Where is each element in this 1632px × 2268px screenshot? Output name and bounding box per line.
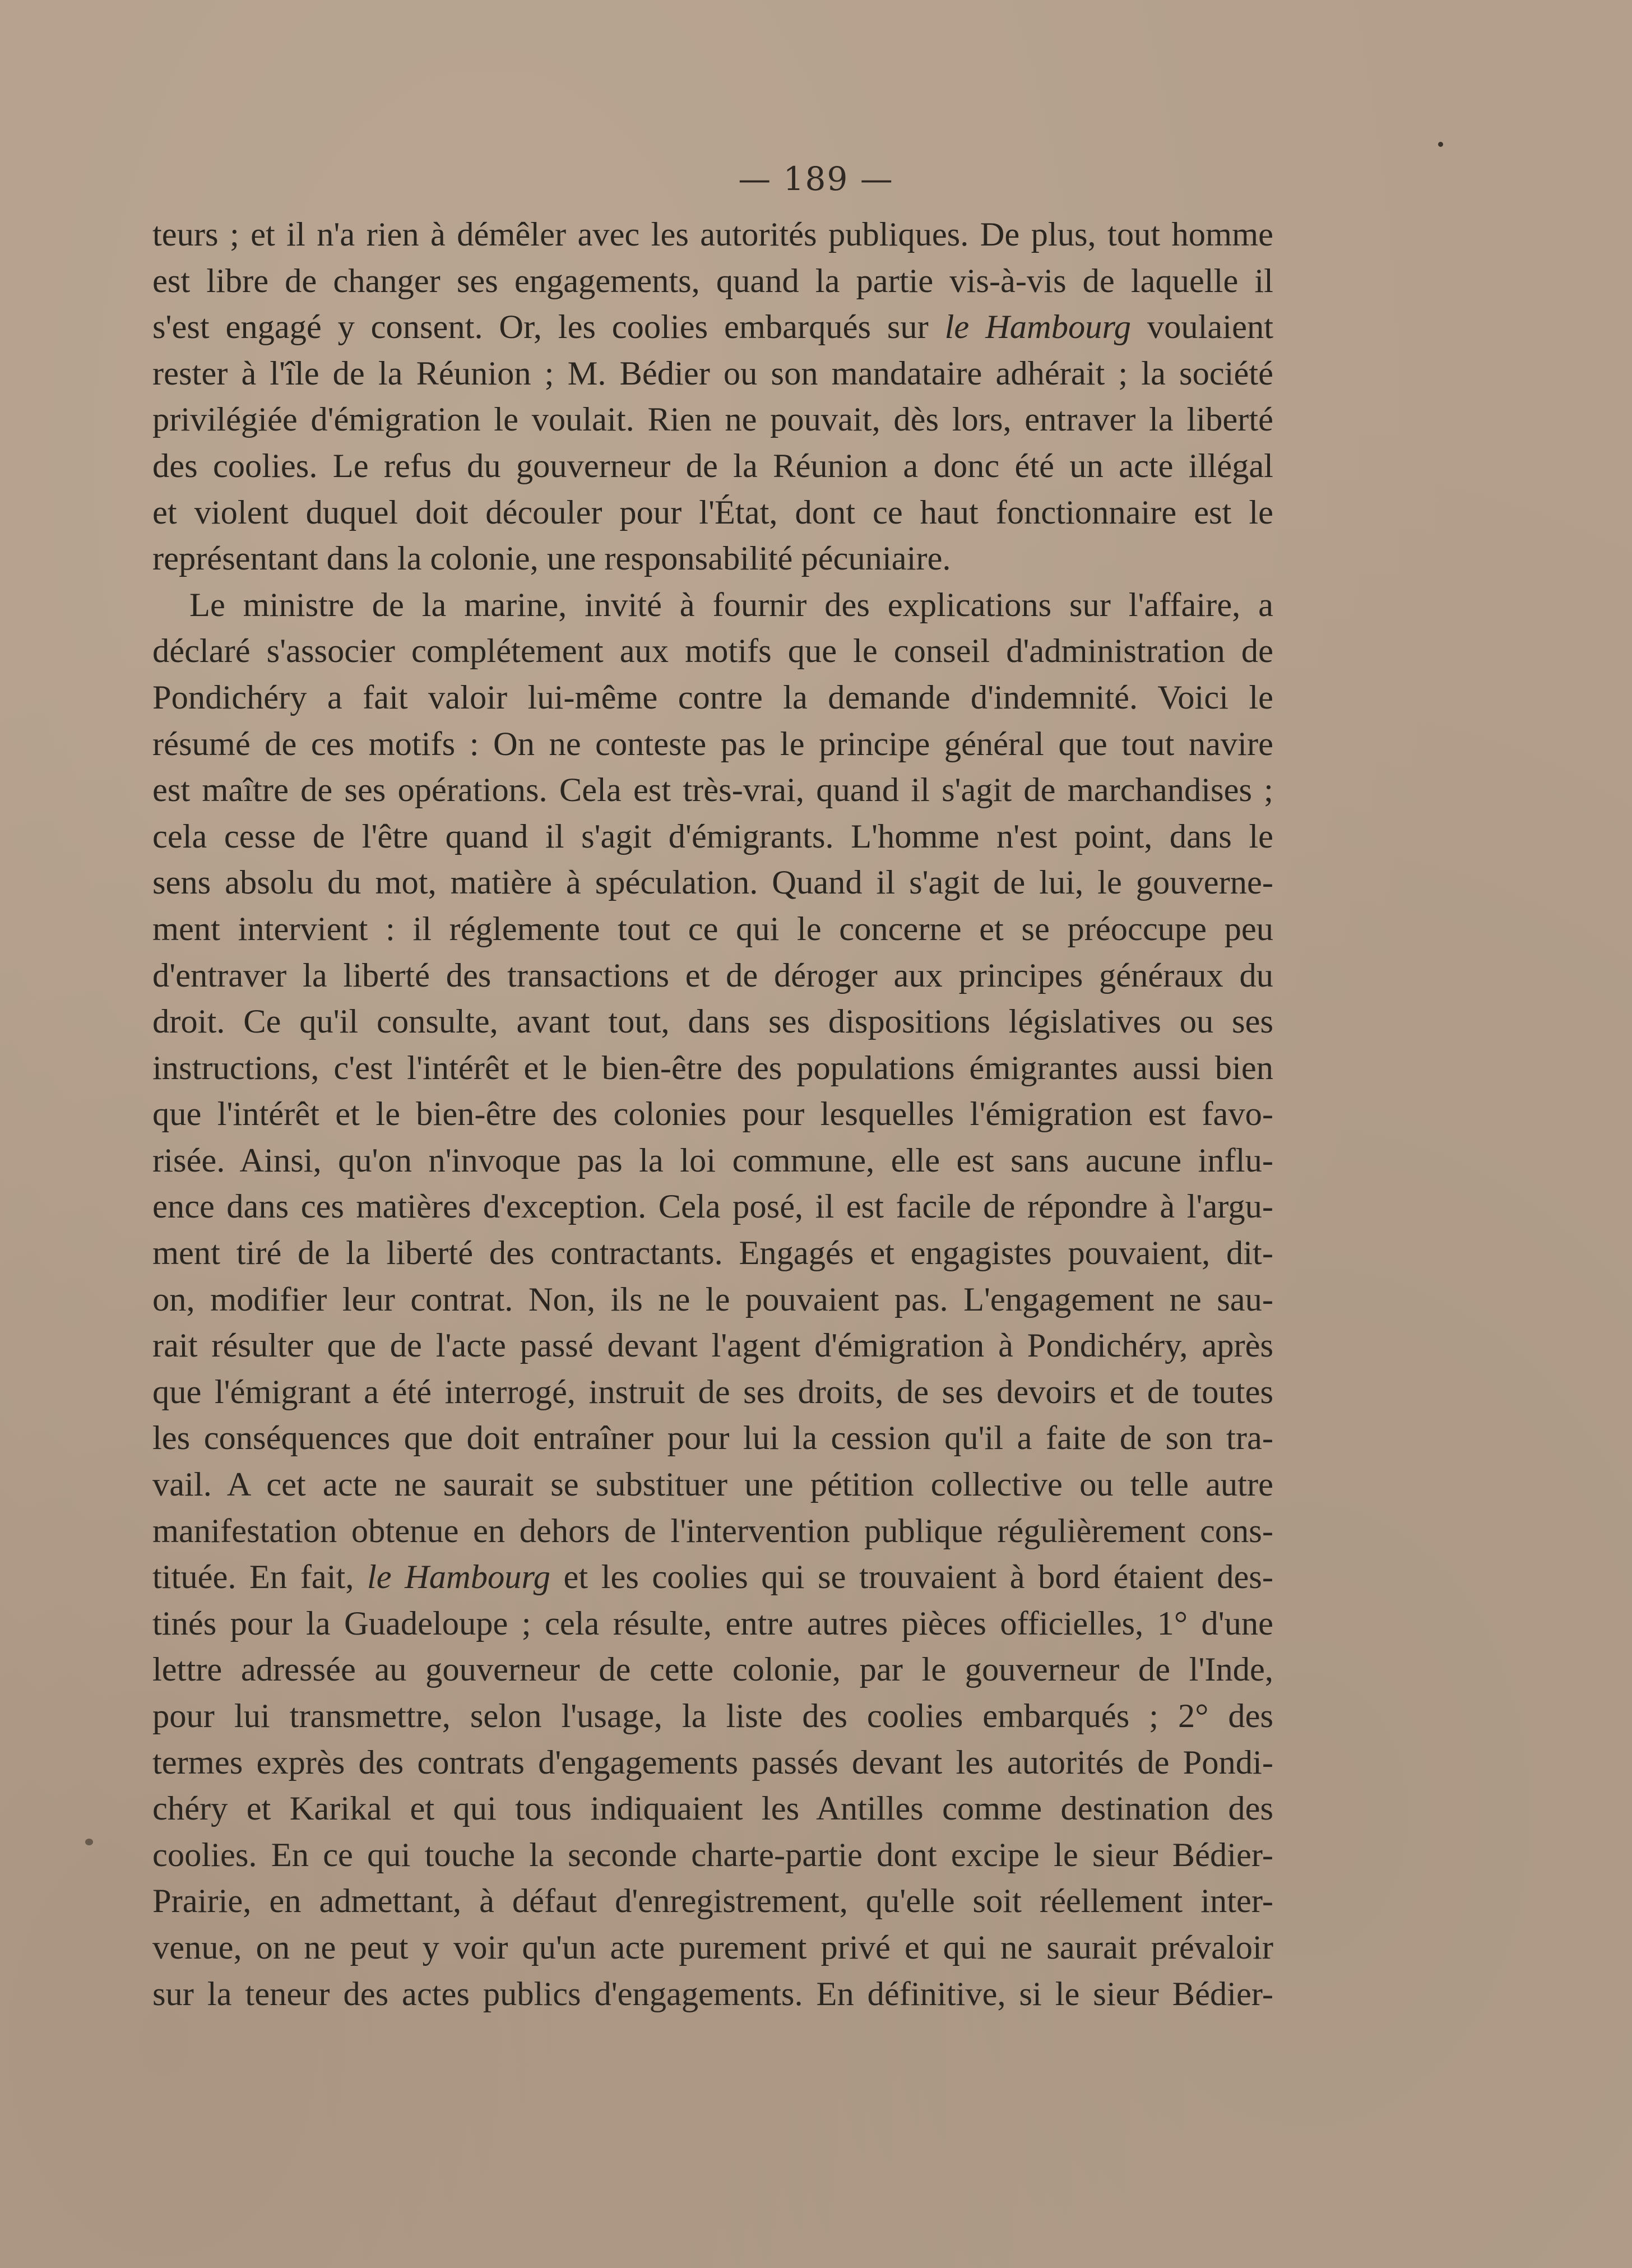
text-line [152,860,1273,906]
text-segment: pour lui transmettre, selon l'usage, la liste des coolies embarqués ; 2° des [152,1697,1273,1735]
text-segment: cela cesse de l'être quand il s'agit d'émigrants. L'homme n'est point, dans le [152,817,1273,855]
text-line [152,1323,1273,1369]
text-line [152,1369,1273,1416]
text-line [152,1230,1273,1277]
text-line [152,814,1273,860]
text-line [152,1925,1273,1971]
text-segment: vail. A cet acte ne saurait se substituer une pétition collective ou telle autre [152,1466,1273,1504]
ship-name-italic: le Hambourg [944,308,1132,346]
text-segment: Le ministre de la marine, invité à fournir des explications sur l'affaire, a [189,586,1273,624]
page-number: — 189 — [738,160,894,198]
text-segment: risée. Ainsi, qu'on n'invoque pas la loi commune, elle est sans aucune influ- [152,1141,1273,1179]
text-line [152,906,1273,953]
text-segment: et les coolies qui se trouvaient à bord étaient des- [550,1558,1274,1596]
text-segment: et violent duquel doit découler pour l'État, dont ce haut fonctionnaire est le [152,493,1273,531]
text-line [152,1277,1273,1323]
text-segment: manifestation obtenue en dehors de l'intervention publique régulièrement cons- [152,1512,1273,1550]
text-line [152,1601,1273,1647]
text-segment: venue, on ne peut y voir qu'un acte purement privé et qui ne saurait prévaloir [152,1928,1273,1966]
text-segment: représentant dans la colonie, une responsabilité pécuniaire. [152,540,951,578]
text-segment: voulaient [1131,308,1273,346]
text-line [152,212,1273,258]
text-segment: des coolies. Le refus du gouverneur de la Réunion a donc été un acte illégal [152,447,1273,485]
text-segment: instructions, c'est l'intérêt et le bien-être des populations émigrantes aussi bien [152,1049,1273,1087]
text-line [152,1138,1273,1184]
text-line [152,1971,1273,2018]
text-segment: rester à l'île de la Réunion ; M. Bédier ou son mandataire adhérait ; la société [152,354,1273,392]
ship-name-italic: le Hambourg [367,1558,551,1596]
text-segment: Prairie, en admettant, à défaut d'enregistrement, qu'elle soit réellement inter- [152,1882,1273,1920]
text-line [152,767,1273,814]
text-line [152,675,1273,721]
text-segment: termes exprès des contrats d'engagements passés devant les autorités de Pondi- [152,1743,1273,1781]
text-segment: ment intervient : il réglemente tout ce qui le concerne et se préoccupe peu [152,910,1273,948]
text-segment: privilégiée d'émigration le voulait. Rien ne pouvait, dès lors, entraver la liberté [152,401,1273,439]
text-segment: droit. Ce qu'il consulte, avant tout, dans ses dispositions législatives ou ses [152,1003,1273,1041]
text-segment: ence dans ces matières d'exception. Cela posé, il est facile de répondre à l'argu- [152,1188,1273,1226]
text-segment: sens absolu du mot, matière à spéculation. Quand il s'agit de lui, le gouverne- [152,864,1273,902]
text-segment: tituée. En fait, [152,1558,367,1596]
text-line [152,1415,1273,1462]
text-line [152,1740,1273,1786]
text-line [152,628,1273,675]
text-line [152,1091,1273,1138]
text-line [152,536,1273,582]
text-line [152,1462,1273,1508]
text-line [152,304,1273,351]
body-text [152,212,1273,2017]
text-segment: que l'intérêt et le bien-être des colonies pour lesquelles l'émigration est favo- [152,1095,1273,1133]
text-segment: teurs ; et il n'a rien à démêler avec les autorités publiques. De plus, tout homme [152,216,1273,253]
text-line [152,258,1273,305]
text-segment: d'entraver la liberté des transactions et de déroger aux principes généraux du [152,956,1273,994]
text-line [152,1647,1273,1693]
text-line [152,1508,1273,1555]
text-line [152,1184,1273,1230]
text-line [152,1045,1273,1092]
text-segment: est libre de changer ses engagements, quand la partie vis-à-vis de laquelle il [152,262,1273,300]
text-segment: est maître de ses opérations. Cela est très-vrai, quand il s'agit de marchandises ; [152,771,1273,809]
text-segment: lettre adressée au gouverneur de cette colonie, par le gouverneur de l'Inde, [152,1651,1273,1689]
text-segment: ment tiré de la liberté des contractants. Engagés et engagistes pouvaient, dit- [152,1234,1273,1272]
text-segment: s'est engagé y consent. Or, les coolies embarqués sur [152,308,945,346]
text-line [152,1554,1273,1601]
ink-speck [1438,142,1443,147]
text-segment: déclaré s'associer complétement aux motifs que le conseil d'administration de [152,632,1273,670]
text-line [152,490,1273,536]
text-segment: les conséquences que doit entraîner pour lui la cession qu'il a faite de son tra- [152,1419,1273,1457]
text-line [152,1832,1273,1879]
text-line [152,582,1273,629]
ink-speck [85,1839,93,1845]
text-segment: tinés pour la Guadeloupe ; cela résulte, entre autres pièces officielles, 1° d'une [152,1604,1273,1642]
text-line [152,1693,1273,1740]
text-line [152,953,1273,999]
text-segment: rait résulter que de l'acte passé devant l'agent d'émigration à Pondichéry, après [152,1327,1273,1365]
text-line [152,721,1273,768]
text-segment: coolies. En ce qui touche la seconde charte-partie dont excipe le sieur Bédier- [152,1836,1273,1874]
text-segment: que l'émigrant a été interrogé, instruit de ses droits, de ses devoirs et de toutes [152,1373,1273,1411]
text-segment: sur la teneur des actes publics d'engagements. En définitive, si le sieur Bédier- [152,1975,1273,2013]
text-line [152,999,1273,1045]
text-segment: Pondichéry a fait valoir lui-même contre la demande d'indemnité. Voici le [152,678,1273,716]
text-line [152,1878,1273,1925]
text-segment: résumé de ces motifs : On ne conteste pas le principe général que tout navire [152,725,1273,763]
text-segment: chéry et Karikal et qui tous indiquaient les Antilles comme destination des [152,1790,1273,1828]
text-line [152,443,1273,490]
text-line [152,1786,1273,1832]
text-line [152,351,1273,397]
text-line [152,397,1273,443]
text-segment: on, modifier leur contrat. Non, ils ne le pouvaient pas. L'engagement ne sau- [152,1280,1273,1318]
